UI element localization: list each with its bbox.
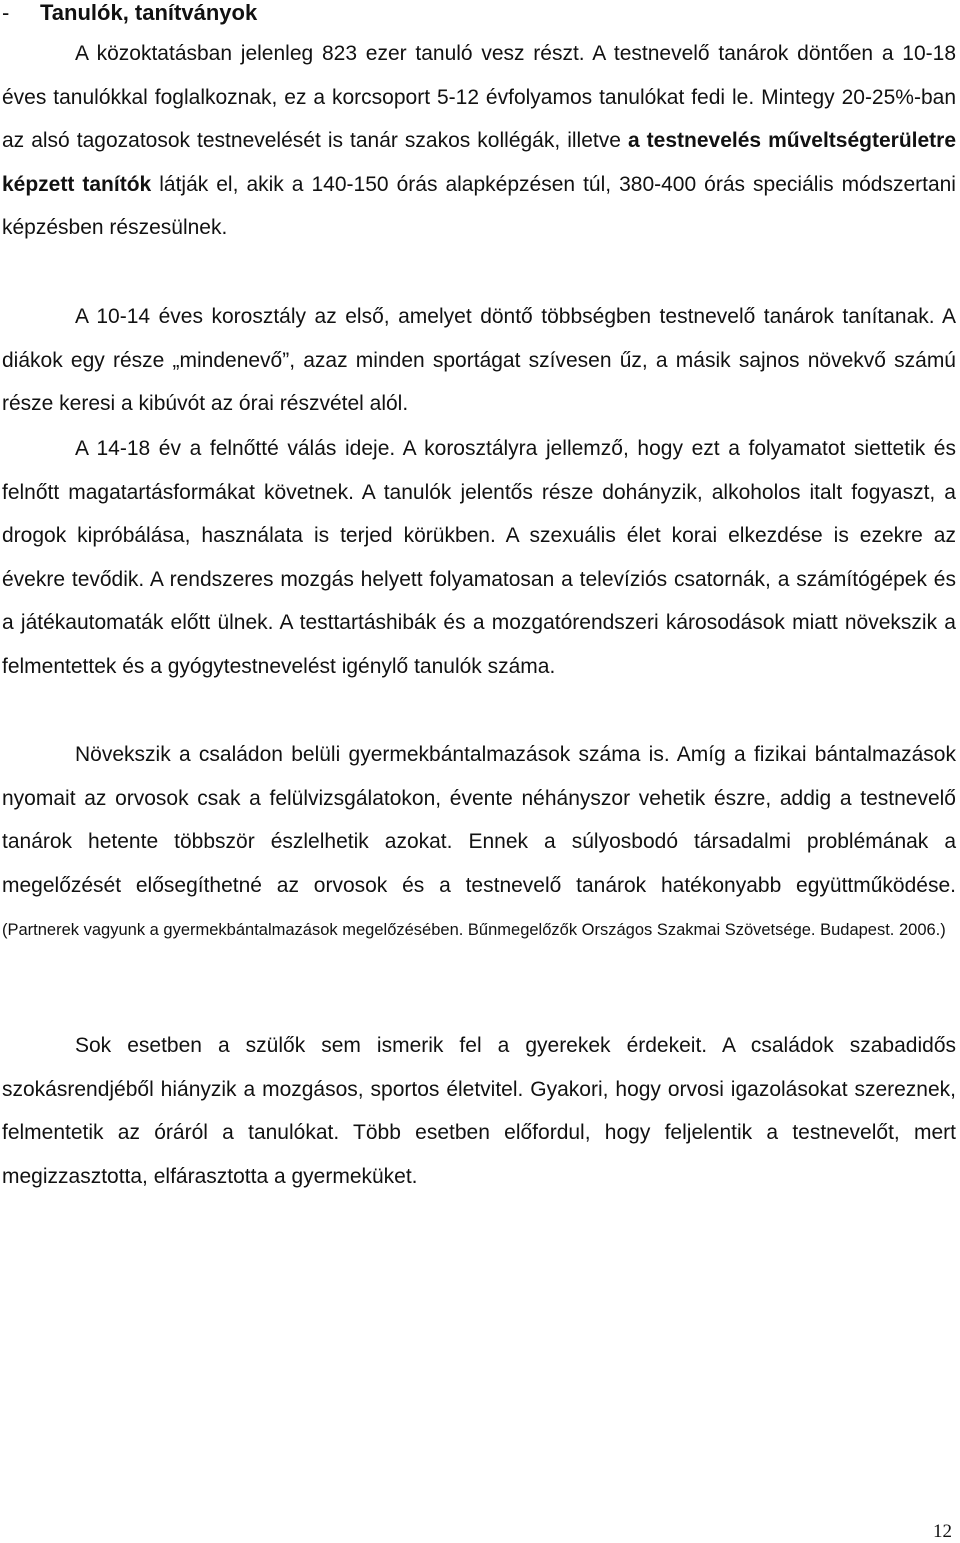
paragraph-text: A 10-14 éves korosztály az első, amelyet döntő többségben testnevelő tanárok tanítanak. A diákok egy része „mindenevő”, azaz minden sportágat szívesen űz, a másik sajnos növekvő számú része keresi a kibúvót az órai részvétel alól. <box>2 305 956 416</box>
paragraph-age-10-14 <box>2 295 956 426</box>
paragraph-text: A 14-18 év a felnőtté válás ideje. A korosztályra jellemző, hogy ezt a folyamatot siettetik és felnőtt magatartásformákat követnek. A tanulók jelentős része dohányzik, alkoholos italt fogyaszt, a drogok kipróbálása, használata is terjed körükben. A szexuális élet korai elkezdése is ezekre az évekre tevődik. A rendszeres mozgás helyett folyamatosan a televíziós csatornák, a számítógépek és a játékautomaták előtt ülnek. A testtartáshibák és a mozgatórendszeri károsodások miatt növekszik a felmentettek és a gyógytestnevelést igénylő tanulók száma. <box>2 437 956 678</box>
paragraph-child-abuse <box>2 733 956 953</box>
heading-title: Tanulók, tanítványok <box>40 0 258 25</box>
paragraph-text-b: látják el, akik a 140-150 órás alapképzésen túl, 380-400 órás speciális módszertani képzésben részesülnek. <box>2 172 956 240</box>
reference-citation: (Partnerek vagyunk a gyermekbántalmazások megelőzésében. Bűnmegelőzők Országos Szakmai Szövetsége. Budapest. 2006.) <box>2 921 946 940</box>
paragraph-students-overview <box>2 32 956 250</box>
section-heading <box>2 0 257 26</box>
paragraph-parents <box>2 1024 956 1198</box>
paragraph-age-14-18 <box>2 427 956 689</box>
paragraph-text-a: A közoktatásban jelenleg 823 ezer tanuló vesz részt. A testnevelő tanárok döntően a 10-18 éves tanulókkal foglalkoznak, ez a korcsoport 5-12 évfolyamos tanulókat fedi le. Mintegy 20-25%-ban az alsó tagozatosok testnevelését is tanár szakos kollégák, illetve <box>2 42 956 153</box>
list-dash: - <box>2 0 10 25</box>
paragraph-text: Növekszik a családon belüli gyermekbántalmazások száma is. Amíg a fizikai bántalmazások nyomait az orvosok csak a felülvizsgálatokon, évente néhányszor vehetik észre, addig a testnevelő tanárok hetente többször észlelhetik azokat. Ennek a súlyosbodó társadalmi problémának a megelőzését elősegíthetné az orvosok és a testnevelő tanárok hatékonyabb együttműködése. <box>2 743 956 897</box>
paragraph-text-bold: a testnevelés műveltségterületre képzett tanítók <box>2 129 957 196</box>
page-number: 12 <box>933 1521 952 1542</box>
paragraph-text: Sok esetben a szülők sem ismerik fel a gyerekek érdekeit. A családok szabadidős szokásrendjéből hiányzik a mozgásos, sportos életvitel. Gyakori, hogy orvosi igazolásokat szereznek, felmentetik az óráról a tanulókat. Több esetben előfordul, hogy feljelentik a testnevelőt, mert megizzasztotta, elfárasztotta a gyermeküket. <box>2 1034 956 1188</box>
